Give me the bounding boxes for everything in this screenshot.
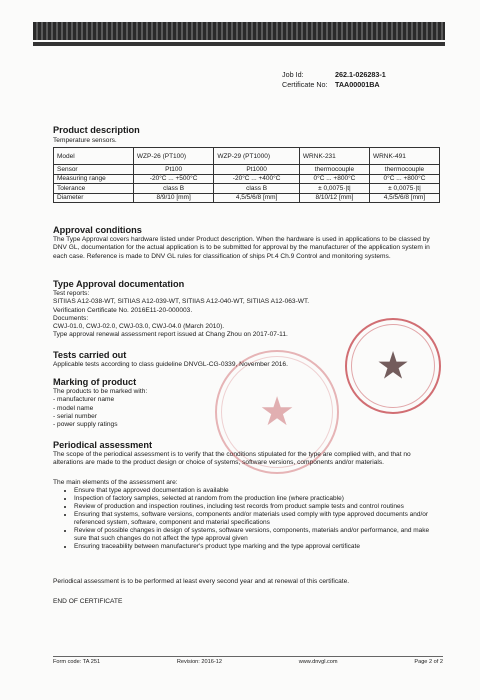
job-id-value: 262.1-026283-1	[335, 70, 386, 79]
doc-line: Type approval renewal assessment report issued at Chang Zhou on 2017-07-11.	[53, 331, 288, 339]
doc-line: Verification Certificate No. 2016E11-20-000003.	[53, 306, 193, 314]
table-cell: 0°C ... +800°C	[299, 174, 369, 184]
marking-item: - manufacturer name	[53, 396, 115, 404]
list-item: • Review of possible changes in design of systems, software versions, components, materials and/or performance, and make sure that such changes do not affect the type approval given	[74, 527, 434, 543]
table-cell: 0°C ... +800°C	[369, 174, 439, 184]
footer	[53, 659, 443, 665]
table-cell: Pt100	[133, 165, 213, 175]
tests-heading: Tests carried out	[53, 350, 127, 360]
table-row	[54, 193, 440, 203]
table-cell: thermocouple	[369, 165, 439, 175]
revision: Revision: 2016-12	[176, 659, 222, 665]
table-cell: Pt1000	[214, 165, 300, 175]
company-seal-faded: ★	[215, 350, 339, 474]
type-approval-doc-heading: Type Approval documentation	[53, 279, 185, 289]
table-cell: Diameter	[54, 193, 134, 203]
doc-line: CWJ-01.0, CWJ-02.0, CWJ-03.0, CWJ-04.0 (March 2010).	[53, 323, 225, 331]
table-cell: Sensor	[54, 165, 134, 175]
periodical-heading: Periodical assessment	[53, 440, 153, 450]
list-item: • Ensuring that systems, software versions, components and/or materials used comply with type approved documents and/or referenced system, software, component and material specifications	[74, 511, 434, 527]
table-cell: -20°C ... +400°C	[214, 174, 300, 184]
company-seal: ★	[345, 318, 441, 414]
periodical-bullet-list	[66, 487, 434, 551]
list-item: • Review of production and inspection routines, including test records from product sample tests and control routines	[74, 503, 434, 511]
marking-item: - serial number	[53, 412, 97, 420]
product-subtitle: Temperature sensors.	[53, 137, 117, 144]
product-heading: Product description	[53, 125, 140, 135]
marking-item: - model name	[53, 404, 94, 412]
table-cell: class B	[214, 184, 300, 194]
table-cell: 4,5/5/6/8 [mm]	[369, 193, 439, 203]
table-row	[54, 184, 440, 194]
periodical-closing: Periodical assessment is to be performed at least every second year and at renewal of this certificate.	[53, 578, 350, 585]
marking-item: - power supply ratings	[53, 421, 118, 429]
tests-body: Applicable tests according to class guideline DNVGL-CG-0339, November 2016.	[53, 361, 288, 368]
form-code: Form code: TA 251	[53, 659, 101, 665]
table-header-cell: WRNK-231	[299, 148, 369, 165]
id-block	[282, 70, 386, 90]
periodical-body: The scope of the periodical assessment is to verify that the conditions stipulated for the type are complied with, and that no alterations are made to the product design or choice of systems, software versions, components and/or materials.	[53, 451, 411, 467]
list-item: • Ensuring traceability between manufacturer's product type marking and the type approval certificate	[74, 543, 434, 551]
periodical-elements-intro: The main elements of the assessment are:	[53, 479, 178, 486]
certificate-label: Certificate No:	[282, 80, 328, 89]
list-item: • Inspection of factory samples, selected at random from the production line (where practicable)	[74, 495, 434, 503]
table-header-cell: WRNK-491	[369, 148, 439, 165]
job-id-label: Job Id:	[282, 70, 304, 79]
table-cell: Measuring range	[54, 174, 134, 184]
end-of-certificate: END OF CERTIFICATE	[53, 598, 123, 605]
table-cell: ± 0,0075·|t|	[369, 184, 439, 194]
table-cell: ± 0,0075·|t|	[299, 184, 369, 194]
table-cell: 8/10/12 [mm]	[299, 193, 369, 203]
page-number: Page 2 of 2	[414, 659, 443, 665]
table-cell: 4,5/5/6/8 [mm]	[214, 193, 300, 203]
table-row	[54, 174, 440, 184]
header-rule	[33, 42, 445, 46]
product-table	[53, 147, 440, 203]
footer-rule	[53, 656, 443, 657]
table-cell: class B	[133, 184, 213, 194]
list-item: • Ensure that type approved documentation is available	[74, 487, 434, 495]
table-cell: -20°C ... +500°C	[133, 174, 213, 184]
table-header-row	[54, 148, 440, 165]
website-link: www.dnvgl.com	[298, 659, 338, 665]
table-row	[54, 165, 440, 175]
marking-heading: Marking of product	[53, 377, 137, 387]
approval-conditions-body: The Type Approval covers hardware listed under Product description. When the hardware is used in applications to be classed by DNV GL, documentation for the actual application is to be submitted for approval by the manufacturer of the application system in each case. Reference is made to DNV GL rules for classification of ships Pt.4 Ch.9 Control and monitoring systems.	[53, 236, 430, 260]
table-header-cell: WZP-29 (PT1000)	[214, 148, 300, 165]
table-cell: 8/9/10 [mm]	[133, 193, 213, 203]
table-cell: Tolerance	[54, 184, 134, 194]
table-header-cell: Model	[54, 148, 134, 165]
doc-line: SITIIAS A12-038-WT, SITIIAS A12-039-WT, SITIIAS A12-040-WT, SITIIAS A12-063-WT.	[53, 298, 310, 306]
header-bar	[33, 22, 445, 40]
doc-line: Test reports:	[53, 290, 90, 297]
table-cell: thermocouple	[299, 165, 369, 175]
doc-line: Documents:	[53, 314, 89, 322]
approval-conditions-heading: Approval conditions	[53, 225, 142, 235]
marking-intro: The products to be marked with:	[53, 388, 148, 395]
certificate-value: TAA00001BA	[335, 80, 380, 89]
table-header-cell: WZP-26 (PT100)	[133, 148, 213, 165]
